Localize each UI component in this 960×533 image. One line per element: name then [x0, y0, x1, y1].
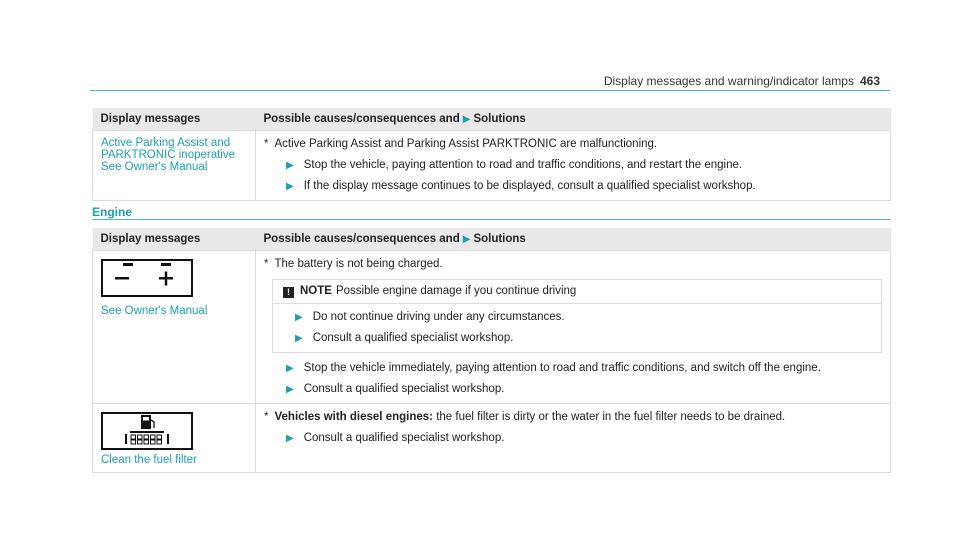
solution-arrow-icon: ▶ [286, 433, 294, 444]
display-message-text: Clean the fuel filter [101, 454, 197, 466]
col-header-causes: Possible causes/consequences and ▶ Solutions [256, 108, 891, 131]
note-box [272, 279, 882, 353]
solution-arrow-icon: ▶ [462, 114, 471, 125]
solution-step: ▶ Consult a qualified specialist workshop. [286, 383, 505, 395]
solution-arrow-icon: ▶ [286, 181, 294, 192]
col-header-display-messages: Display messages [93, 108, 256, 131]
note-step: ▶ Do not continue driving under any circumstances. [295, 311, 565, 323]
cause-text: * Vehicles with diesel engines: the fuel filter is dirty or the water in the fuel filter needs to be drained. [264, 411, 786, 423]
page-number: 463 [859, 74, 880, 88]
message-table-engine [92, 228, 891, 473]
causes-cell [256, 131, 891, 201]
display-message-cell: Active Parking Assist and PARKTRONIC inoperative See Owner's Manual [93, 131, 256, 201]
page-header [604, 74, 880, 88]
display-message-cell [93, 251, 256, 404]
cause-text: * The battery is not being charged. [264, 258, 443, 270]
solution-step: ▶ If the display message continues to be displayed, consult a qualified specialist workshop. [286, 180, 756, 192]
solution-step: ▶ Stop the vehicle immediately, paying attention to road and traffic conditions, and switch off the engine. [286, 362, 821, 374]
header-title: Display messages and warning/indicator lamps [603, 74, 854, 88]
section-rule [92, 219, 891, 220]
causes-cell [256, 251, 891, 404]
solution-arrow-icon: ▶ [295, 333, 303, 344]
note-step: ▶ Consult a qualified specialist workshop. [295, 332, 514, 344]
solution-arrow-icon: ▶ [295, 312, 303, 323]
message-table-parking [92, 108, 891, 201]
battery-icon [101, 259, 193, 297]
header-rule [90, 90, 890, 91]
solution-step: ▶ Consult a qualified specialist workshop. [286, 432, 505, 444]
solution-step: ▶ Stop the vehicle, paying attention to road and traffic conditions, and restart the engine. [286, 159, 743, 171]
display-message-cell [93, 404, 256, 473]
solution-arrow-icon: ▶ [286, 363, 294, 374]
section-title-engine: Engine [92, 205, 133, 219]
cause-text: * Active Parking Assist and Parking Assist PARKTRONIC are malfunctioning. [264, 138, 658, 150]
causes-cell [256, 404, 891, 473]
solution-arrow-icon: ▶ [462, 234, 471, 245]
fuel-filter-icon [101, 412, 193, 450]
warning-icon: ! [283, 287, 294, 298]
solution-arrow-icon: ▶ [286, 160, 294, 171]
note-heading: ! NOTE Possible engine damage if you continue driving [273, 280, 881, 304]
col-header-display-messages: Display messages [93, 228, 256, 251]
display-message-text: See Owner's Manual [101, 305, 208, 317]
solution-arrow-icon: ▶ [286, 384, 294, 395]
col-header-causes: Possible causes/consequences and ▶ Solutions [256, 228, 891, 251]
